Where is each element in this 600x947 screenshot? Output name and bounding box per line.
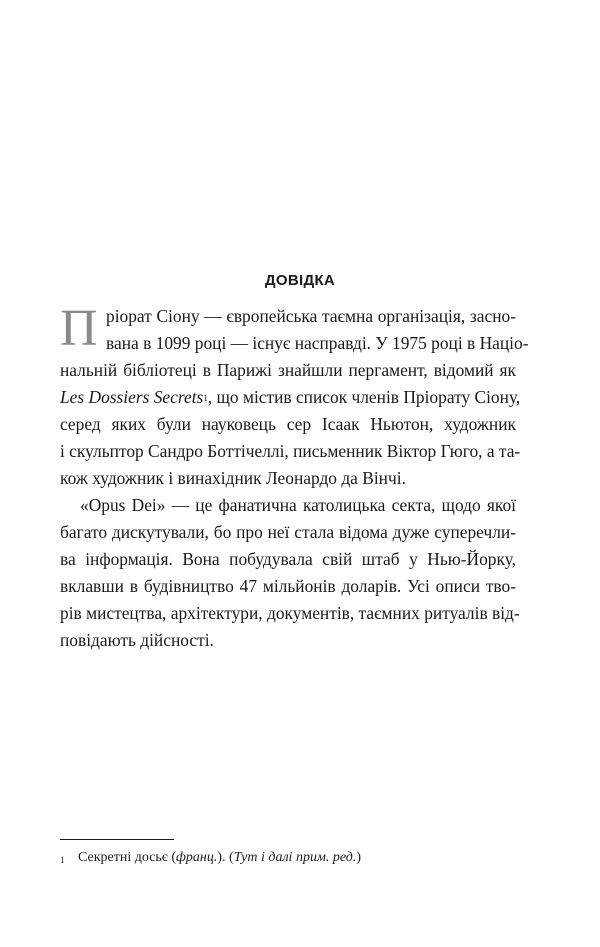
text-line: вана в 1099 році — існує насправді. У 1975 році в Націо- (106, 333, 529, 353)
footnote-text: ). ( (217, 850, 234, 865)
footnote-mark: 1 (60, 855, 65, 865)
paragraph-1-line-5 (60, 411, 516, 438)
footnote-italic: Тут і далі прим. ред. (233, 850, 357, 865)
paragraph-2-line-2 (60, 519, 516, 546)
footnote-divider (60, 839, 174, 840)
paragraph-1-line-2 (60, 330, 529, 357)
paragraph-1-line-3 (60, 357, 516, 384)
body-text (60, 300, 529, 654)
text-line: кож художник і винахідник Леонардо да Вінчі. (60, 468, 406, 488)
italic-title: Les Dossiers Secrets (60, 387, 204, 407)
footnote-text: Секретні досьє ( (78, 850, 176, 865)
paragraph-2-line-1 (60, 492, 516, 519)
paragraph-2-line-3 (60, 546, 516, 573)
footnote-reference: 1 (203, 393, 208, 403)
paragraph-2-line-6 (60, 627, 516, 654)
text-line: рів мистецтва, архітектури, документів, таємних ритуалів від- (60, 603, 520, 623)
text-line: ріорат Сіону — європейська таємна організація, засно- (106, 306, 516, 326)
text-line: серед яких були науковець сер Ісаак Ньютон, художник (60, 414, 516, 434)
text-line: багато дискутували, бо про неї стала відома дуже суперечли- (60, 522, 516, 542)
paragraph-1-line-6 (60, 438, 521, 465)
footnote (60, 848, 516, 868)
page-heading: ДОВІДКА (264, 272, 336, 289)
text-line: повідають дійсності. (60, 630, 214, 650)
text-line: і скульптор Сандро Боттічеллі, письменник Віктор Гюго, а та- (60, 441, 521, 461)
paragraph-2-line-5 (60, 600, 520, 627)
text-line: , що містив список членів Пріорату Сіону, (207, 387, 521, 407)
paragraph-2-line-4 (60, 573, 516, 600)
text-line: нальній бібліотеці в Парижі знайшли пергамент, відомий як (60, 360, 516, 380)
text-line: «Opus Dei» — це фанатична католицька секта, щодо якої (80, 495, 516, 515)
text-line: вклавши в будівництво 47 мільйонів доларів. Усі описи тво- (60, 576, 516, 596)
footnote-italic: франц. (175, 850, 218, 865)
text-line: ва інформація. Вона побудувала свій штаб у Нью-Йорку, (60, 549, 516, 569)
paragraph-1-line-4 (60, 384, 521, 411)
paragraph-1-line-7 (60, 465, 516, 492)
drop-cap: П (60, 300, 98, 357)
footnote-text: ) (356, 850, 361, 865)
